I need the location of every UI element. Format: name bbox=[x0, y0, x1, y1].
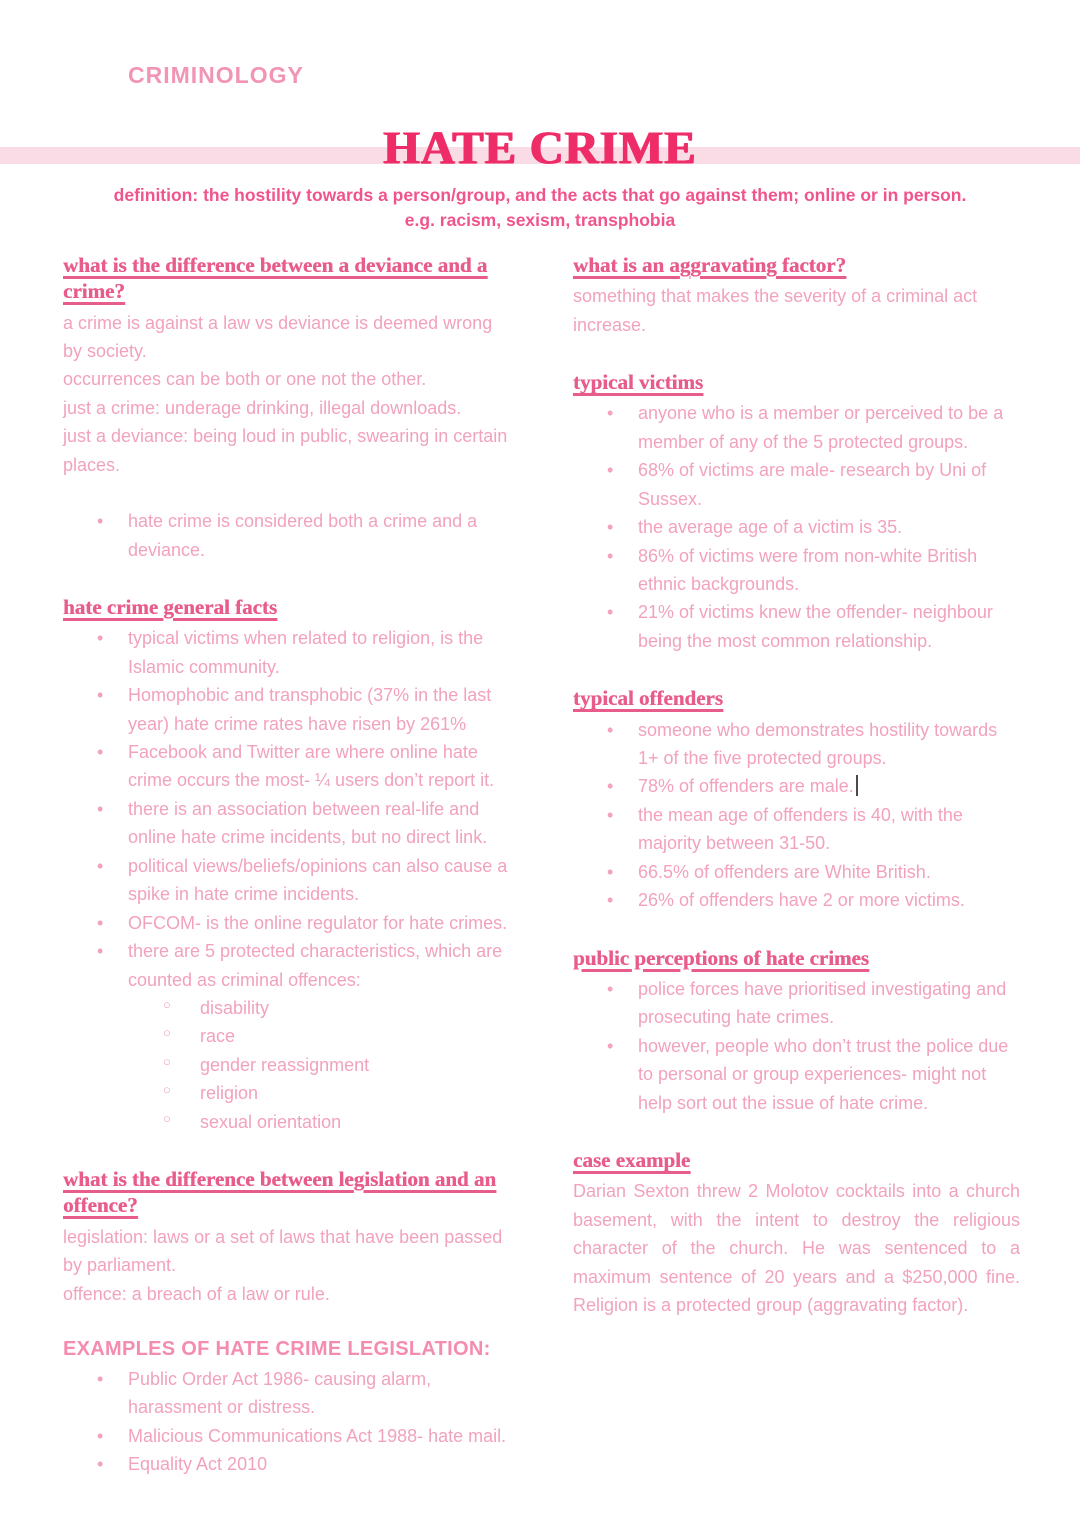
section-heading: typical offenders bbox=[573, 686, 723, 711]
bullet-item: • police forces have prioritised investigating and prosecuting hate crimes. bbox=[573, 975, 1020, 1032]
definition-text bbox=[40, 183, 1040, 234]
bullet-item: • 68% of victims are male- research by Uni of Sussex. bbox=[573, 456, 1020, 513]
body-paragraph: a crime is against a law vs deviance is deemed wrong by society. bbox=[63, 312, 493, 361]
section-heading: hate crime general facts bbox=[63, 595, 277, 619]
bullet-item: • the average age of a victim is 35. bbox=[573, 513, 1020, 541]
page-title: HATE CRIME bbox=[383, 122, 697, 174]
bullet-item: • 78% of offenders are male. bbox=[573, 772, 1020, 800]
sub-bullet-item: ○ race bbox=[63, 1022, 513, 1050]
body-text bbox=[573, 1177, 1020, 1319]
definition-line-2: e.g. racism, sexism, transphobia bbox=[404, 210, 676, 231]
body-text bbox=[63, 1223, 513, 1308]
bullet-item: • someone who demonstrates hostility towards 1+ of the five protected groups. bbox=[573, 716, 1020, 773]
left-column bbox=[63, 252, 513, 1479]
body-paragraph: legislation: laws or a set of laws that have been passed by parliament. bbox=[63, 1226, 503, 1276]
bullet-list bbox=[573, 399, 1020, 655]
bullet-item: • however, people who don’t trust the police due to personal or group experiences- might not help sort out the issue of hate crime. bbox=[573, 1032, 1020, 1117]
bullet-list bbox=[63, 624, 513, 994]
text-cursor bbox=[856, 775, 858, 796]
sub-bullet-item: ○ sexual orientation bbox=[63, 1108, 513, 1136]
section-heading: typical victims bbox=[573, 370, 704, 395]
content-columns bbox=[63, 252, 1020, 1479]
bullet-item: • the mean age of offenders is 40, with the majority between 31-50. bbox=[573, 801, 1020, 858]
bullet-item: • OFCOM- is the online regulator for hate crimes. bbox=[63, 909, 513, 937]
bullet-list bbox=[573, 975, 1020, 1117]
bullet-item: • typical victims when related to religion, is the Islamic community. bbox=[63, 624, 513, 681]
sub-bullet-item: ○ religion bbox=[63, 1079, 513, 1107]
sub-bullet-item: ○ disability bbox=[63, 994, 513, 1022]
bullet-item: • political views/beliefs/opinions can also cause a spike in hate crime incidents. bbox=[63, 852, 513, 909]
bullet-item: • Equality Act 2010 bbox=[63, 1450, 513, 1478]
section-heading: what is the difference between a deviance and a crime? bbox=[63, 253, 488, 304]
body-text bbox=[63, 309, 513, 480]
section-heading: what is the difference between legislation and an offence? bbox=[63, 1167, 497, 1218]
bullet-item: • there is an association between real-life and online hate crime incidents, but no direct link. bbox=[63, 795, 513, 852]
bullet-item: • Malicious Communications Act 1988- hate mail. bbox=[63, 1422, 513, 1450]
bullet-item: • 26% of offenders have 2 or more victims. bbox=[573, 886, 1020, 914]
definition-line-1: definition: the hostility towards a person/group, and the acts that go against them; online or in person. bbox=[113, 185, 967, 205]
sub-bullet-item: ○ gender reassignment bbox=[63, 1051, 513, 1079]
bullet-item: • Public Order Act 1986- causing alarm, harassment or distress. bbox=[63, 1365, 513, 1422]
right-column bbox=[573, 252, 1020, 1479]
body-text bbox=[573, 282, 1020, 339]
bullet-item: • Facebook and Twitter are where online hate crime occurs the most- ¼ users don’t report it. bbox=[63, 738, 513, 795]
course-label: CRIMINOLOGY bbox=[128, 62, 304, 88]
bullet-list bbox=[63, 1365, 513, 1479]
body-paragraph: just a crime: underage drinking, illegal downloads. bbox=[63, 397, 462, 418]
bullet-item: • hate crime is considered both a crime and a deviance. bbox=[63, 507, 513, 564]
body-paragraph: offence: a breach of a law or rule. bbox=[63, 1283, 330, 1304]
bullet-item: • 86% of victims were from non-white British ethnic backgrounds. bbox=[573, 542, 1020, 599]
bullet-list bbox=[573, 716, 1020, 915]
section-heading: public perceptions of hate crimes bbox=[573, 945, 869, 970]
section-heading: case example bbox=[573, 1148, 691, 1173]
bullet-item: • anyone who is a member or perceived to be a member of any of the 5 protected groups. bbox=[573, 399, 1020, 456]
sub-bullet-list bbox=[63, 994, 513, 1136]
bullet-item: • 21% of victims knew the offender- neighbour being the most common relationship. bbox=[573, 598, 1020, 655]
bullet-item: • 66.5% of offenders are White British. bbox=[573, 858, 1020, 886]
bullet-item: • there are 5 protected characteristics, which are counted as criminal offences: bbox=[63, 937, 513, 994]
body-paragraph: just a deviance: being loud in public, swearing in certain places. bbox=[63, 426, 508, 475]
section-subheading: EXAMPLES OF HATE CRIME LEGISLATION: bbox=[63, 1337, 491, 1360]
body-paragraph: Darian Sexton threw 2 Molotov cocktails into a church basement, with the intent to destroy the religious character of the church. He was sentenced to a maximum sentence of 20 years and a $250,000 fine. Religion is a protected group (aggravating factor). bbox=[573, 1181, 1020, 1316]
section-heading: what is an aggravating factor? bbox=[573, 253, 846, 277]
bullet-item: • Homophobic and transphobic (37% in the last year) hate crime rates have risen by 261% bbox=[63, 681, 513, 738]
body-paragraph: something that makes the severity of a criminal act increase. bbox=[573, 286, 978, 335]
body-paragraph: occurrences can be both or one not the other. bbox=[63, 369, 427, 390]
bullet-list bbox=[63, 507, 513, 564]
